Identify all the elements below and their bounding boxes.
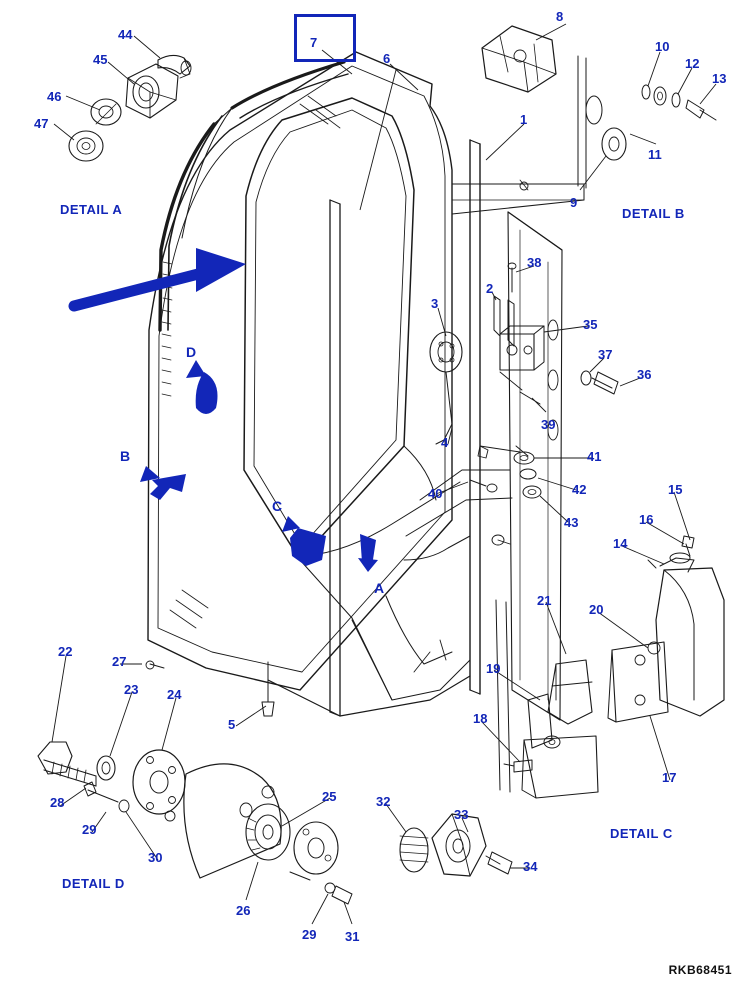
callout-19[interactable]: 19 xyxy=(486,661,501,676)
callout-44[interactable]: 44 xyxy=(118,27,133,42)
section-letter-d: D xyxy=(186,344,197,360)
callout-15[interactable]: 15 xyxy=(668,482,683,497)
section-letter-a: A xyxy=(374,580,385,596)
callout-39[interactable]: 39 xyxy=(541,417,556,432)
callout-11[interactable]: 11 xyxy=(648,147,662,162)
callout-32[interactable]: 32 xyxy=(376,794,391,809)
callout-34[interactable]: 34 xyxy=(523,859,538,874)
callout-47[interactable]: 47 xyxy=(34,116,49,131)
section-letter-c: C xyxy=(272,498,283,514)
callout-35[interactable]: 35 xyxy=(583,317,598,332)
callout-36[interactable]: 36 xyxy=(637,367,652,382)
callout-20[interactable]: 20 xyxy=(589,602,604,617)
callout-29-lower[interactable]: 29 xyxy=(302,927,317,942)
detail-label-b: DETAIL B xyxy=(622,206,685,221)
callout-33[interactable]: 33 xyxy=(454,807,469,822)
callout-16[interactable]: 16 xyxy=(639,512,654,527)
callout-10[interactable]: 10 xyxy=(655,39,670,54)
callout-22[interactable]: 22 xyxy=(58,644,73,659)
callout-6[interactable]: 6 xyxy=(383,51,391,66)
callout-45[interactable]: 45 xyxy=(93,52,108,67)
drawing-code: RKB68451 xyxy=(668,963,732,977)
callout-46[interactable]: 46 xyxy=(47,89,62,104)
callout-3[interactable]: 3 xyxy=(431,296,439,311)
callout-5[interactable]: 5 xyxy=(228,717,236,732)
callout-43[interactable]: 43 xyxy=(564,515,579,530)
callout-29[interactable]: 29 xyxy=(82,822,97,837)
callout-1[interactable]: 1 xyxy=(520,112,528,127)
callout-8[interactable]: 8 xyxy=(556,9,564,24)
callout-21[interactable]: 21 xyxy=(537,593,552,608)
highlight-box-callout-7 xyxy=(294,14,356,62)
callout-24[interactable]: 24 xyxy=(167,687,182,702)
callout-23[interactable]: 23 xyxy=(124,682,139,697)
callout-12[interactable]: 12 xyxy=(685,56,700,71)
callout-4[interactable]: 4 xyxy=(441,435,449,450)
callout-18[interactable]: 18 xyxy=(473,711,488,726)
detail-label-c: DETAIL C xyxy=(610,826,673,841)
callout-38[interactable]: 38 xyxy=(527,255,542,270)
callout-41[interactable]: 41 xyxy=(587,449,602,464)
callout-9[interactable]: 9 xyxy=(570,195,578,210)
callout-2[interactable]: 2 xyxy=(486,281,494,296)
detail-label-a: DETAIL A xyxy=(60,202,123,217)
callout-7[interactable]: 7 xyxy=(310,35,318,50)
callout-13[interactable]: 13 xyxy=(712,71,727,86)
callout-42[interactable]: 42 xyxy=(572,482,587,497)
callout-40[interactable]: 40 xyxy=(428,486,443,501)
section-letter-b: B xyxy=(120,448,131,464)
callout-17[interactable]: 17 xyxy=(662,770,677,785)
callout-31[interactable]: 31 xyxy=(345,929,360,944)
callout-25[interactable]: 25 xyxy=(322,789,337,804)
callout-28[interactable]: 28 xyxy=(50,795,65,810)
callout-37[interactable]: 37 xyxy=(598,347,613,362)
callout-27[interactable]: 27 xyxy=(112,654,127,669)
callout-30[interactable]: 30 xyxy=(148,850,163,865)
callout-14[interactable]: 14 xyxy=(613,536,628,551)
callout-26[interactable]: 26 xyxy=(236,903,251,918)
detail-label-d: DETAIL D xyxy=(62,876,125,891)
